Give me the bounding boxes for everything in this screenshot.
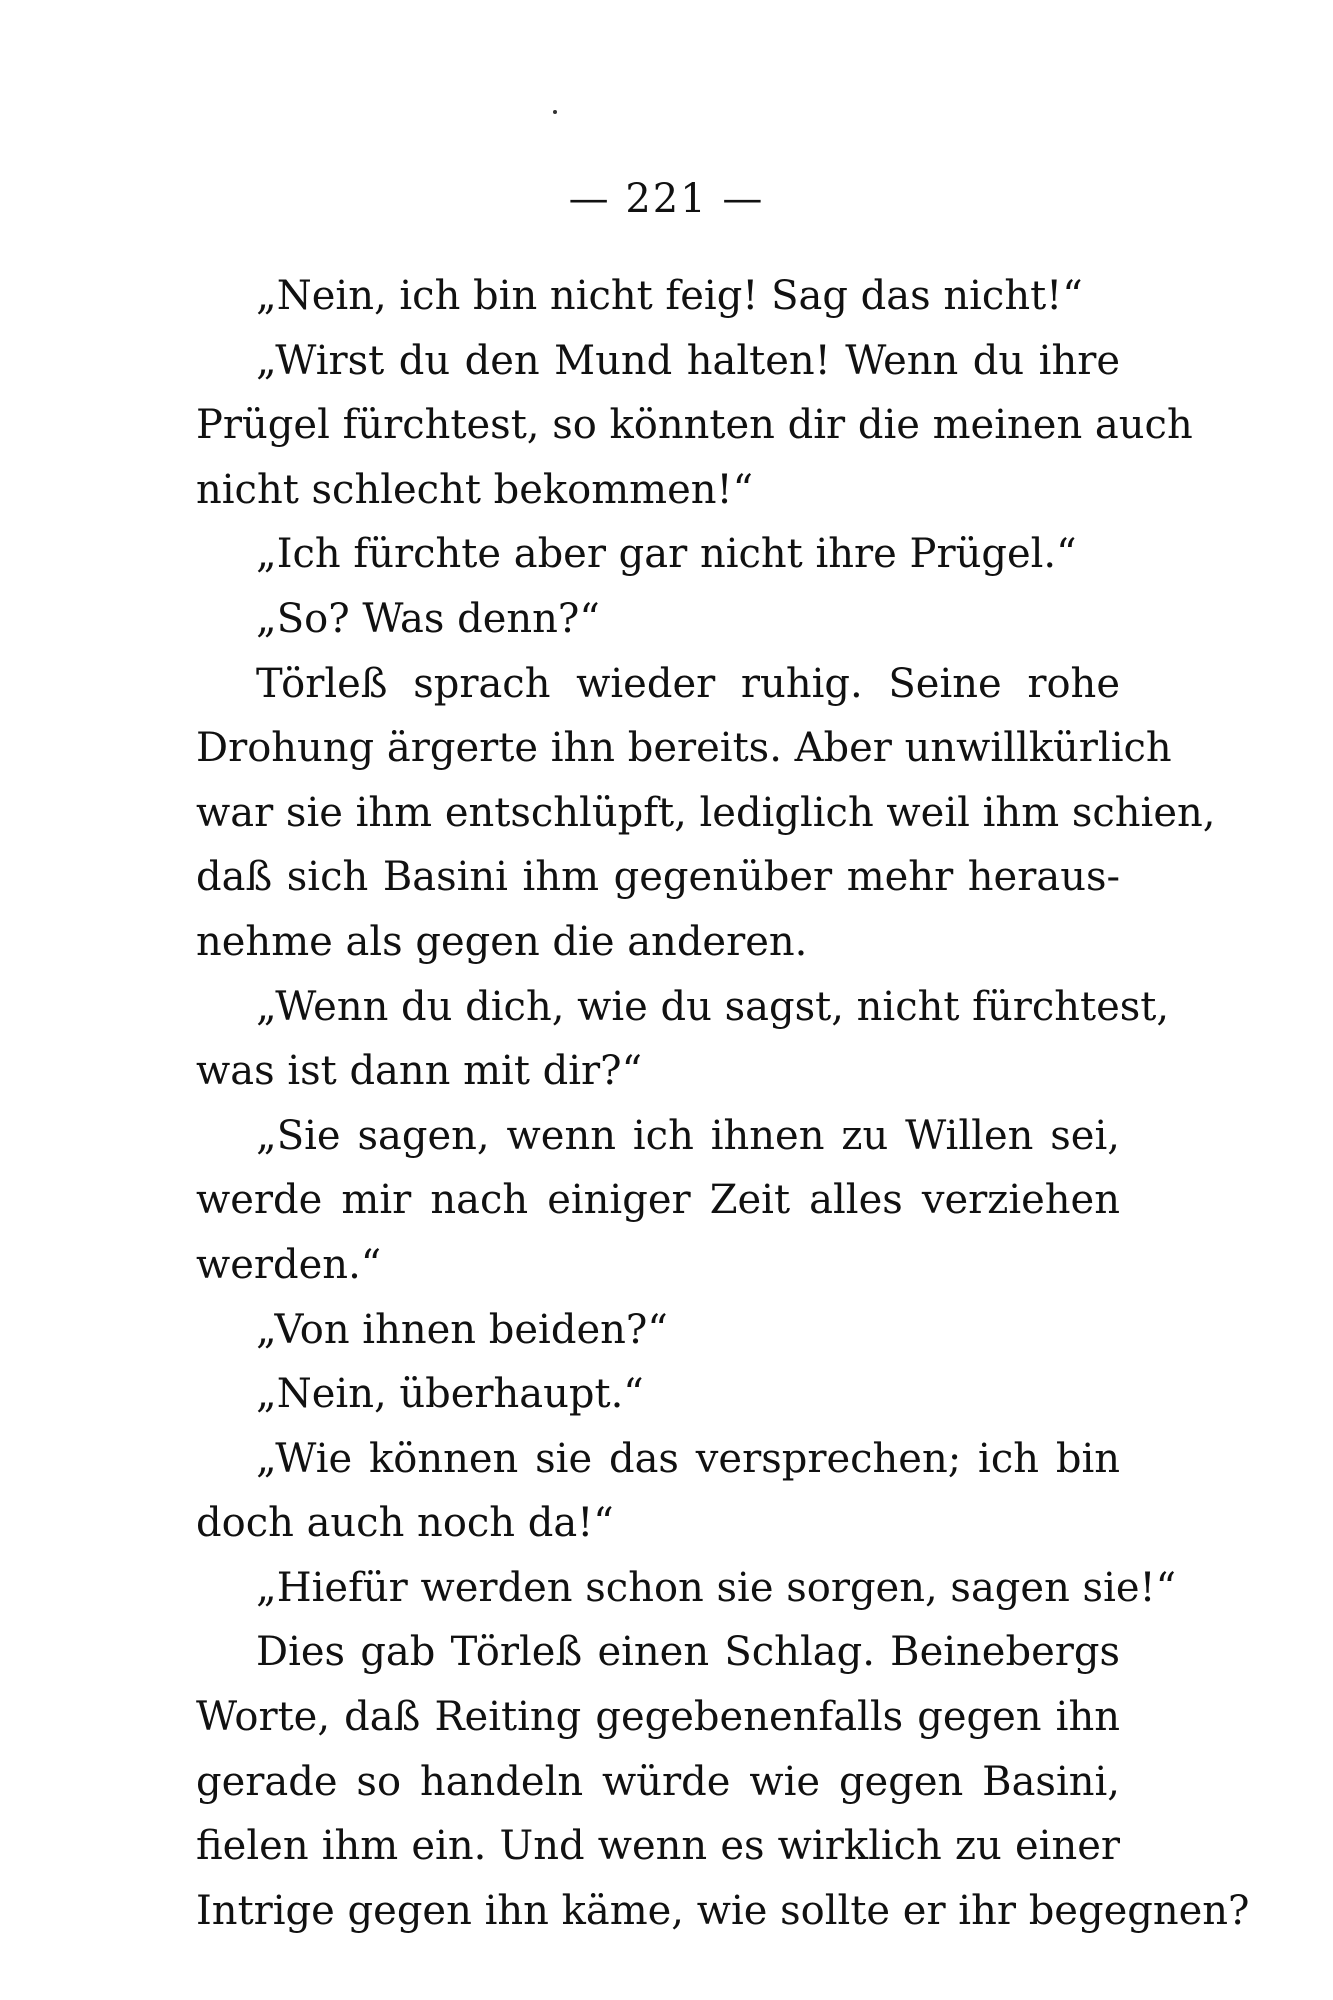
text-line-17: „Von ihnen beiden?“ bbox=[256, 1306, 668, 1353]
text-line-13: was ist dann mit dir?“ bbox=[196, 1048, 643, 1095]
text-line-23: Worte, daß Reiting gegebenenfalls gegen ihn bbox=[196, 1694, 1120, 1741]
text-line-5: „Ich fürchte aber gar nicht ihre Prügel.“ bbox=[256, 531, 1077, 578]
text-line-1: „Nein, ich bin nicht feig! Sag das nicht!“ bbox=[256, 273, 1083, 319]
text-line-15: werde mir nach einiger Zeit alles verziehen bbox=[196, 1177, 1120, 1224]
text-line-26: Intrige gegen ihn käme, wie sollte er ihr begegnen? bbox=[196, 1887, 1250, 1934]
text-line-11: nehme als gegen die anderen. bbox=[196, 918, 808, 965]
text-line-8: Drohung ärgerte ihn bereits. Aber unwillkürlich bbox=[196, 725, 1172, 772]
text-line-24: gerade so handeln würde wie gegen Basini, bbox=[196, 1758, 1120, 1805]
text-line-4: nicht schlecht bekommen!“ bbox=[196, 466, 754, 513]
text-line-16: werden.“ bbox=[196, 1241, 382, 1288]
text-line-3: Prügel fürchtest, so könnten dir die meinen auch bbox=[196, 402, 1193, 449]
text-line-2: „Wirst du den Mund halten! Wenn du ihre bbox=[256, 337, 1120, 384]
text-line-20: doch auch noch da!“ bbox=[196, 1500, 614, 1547]
text-line-7: Törleß sprach wieder ruhig. Seine rohe bbox=[256, 660, 1120, 707]
text-line-19: „Wie können sie das versprechen; ich bin bbox=[256, 1435, 1120, 1482]
text-line-25: fielen ihm ein. Und wenn es wirklich zu einer bbox=[196, 1823, 1120, 1870]
text-line-12: „Wenn du dich, wie du sagst, nicht fürchtest, bbox=[256, 983, 1170, 1030]
text-line-10: daß sich Basini ihm gegenüber mehr heraus- bbox=[196, 854, 1120, 901]
body-text bbox=[196, 264, 1250, 1943]
text-line-21: „Hiefür werden schon sie sorgen, sagen sie!“ bbox=[256, 1564, 1177, 1611]
text-line-22: Dies gab Törleß einen Schlag. Beinebergs bbox=[256, 1629, 1120, 1676]
text-line-18: „Nein, überhaupt.“ bbox=[256, 1371, 644, 1418]
page-number: — 221 — bbox=[568, 176, 765, 222]
text-line-6: „So? Was denn?“ bbox=[256, 595, 600, 642]
text-line-14: „Sie sagen, wenn ich ihnen zu Willen sei, bbox=[256, 1112, 1120, 1159]
text-line-9: war sie ihm entschlüpft, lediglich weil ihm schien, bbox=[196, 789, 1216, 836]
print-speck bbox=[553, 110, 557, 114]
